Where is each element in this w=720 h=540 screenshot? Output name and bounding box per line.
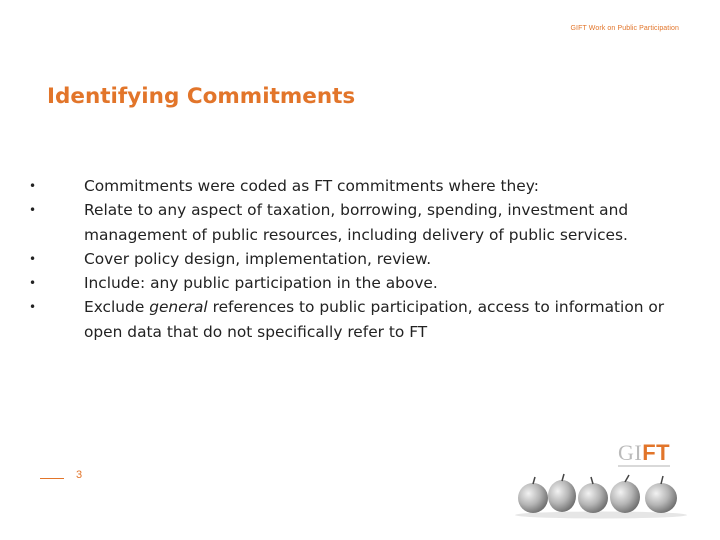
row-of-apples-icon	[513, 468, 689, 520]
apple	[548, 474, 576, 512]
bullet-item	[29, 198, 684, 247]
bullet-item	[29, 295, 684, 344]
bullet-emphasis: general	[149, 298, 208, 317]
header-label: GIFT Work on Public Participation	[570, 25, 679, 32]
gift-logo	[618, 440, 670, 466]
bullet-item	[29, 174, 684, 198]
bullet-item	[29, 247, 684, 271]
bullet-dot: •	[29, 276, 37, 291]
bullet-text-before: Exclude	[84, 298, 150, 317]
bullet-text: Include: any public participation in the above.	[84, 274, 438, 293]
logo-underline	[618, 465, 670, 467]
bullet-dot: •	[29, 203, 37, 218]
bullet-item	[29, 271, 684, 295]
bullet-text-after: references to public participation, access to information or open data that do not specifically refer to FT	[84, 298, 665, 341]
bullet-dot: •	[29, 179, 37, 193]
footer-rule	[40, 478, 64, 479]
apple	[518, 477, 548, 513]
apple	[645, 476, 677, 513]
bullet-text: Cover policy design, implementation, review.	[84, 249, 432, 268]
bullet-text: Relate to any aspect of taxation, borrowing, spending, investment and management of public resources, including delivery of public services.	[84, 201, 629, 244]
bullet-list	[29, 174, 684, 344]
apple	[578, 477, 608, 513]
apple	[610, 475, 640, 513]
slide-title: Identifying Commitments	[47, 84, 356, 109]
logo-suffix: FT	[642, 440, 671, 465]
page-number: 3	[76, 469, 83, 481]
logo-prefix: GI	[618, 440, 643, 465]
bullet-text: Commitments were coded as FT commitments where they:	[84, 177, 539, 195]
bullet-dot: •	[29, 251, 37, 266]
bullet-dot: •	[29, 300, 37, 315]
